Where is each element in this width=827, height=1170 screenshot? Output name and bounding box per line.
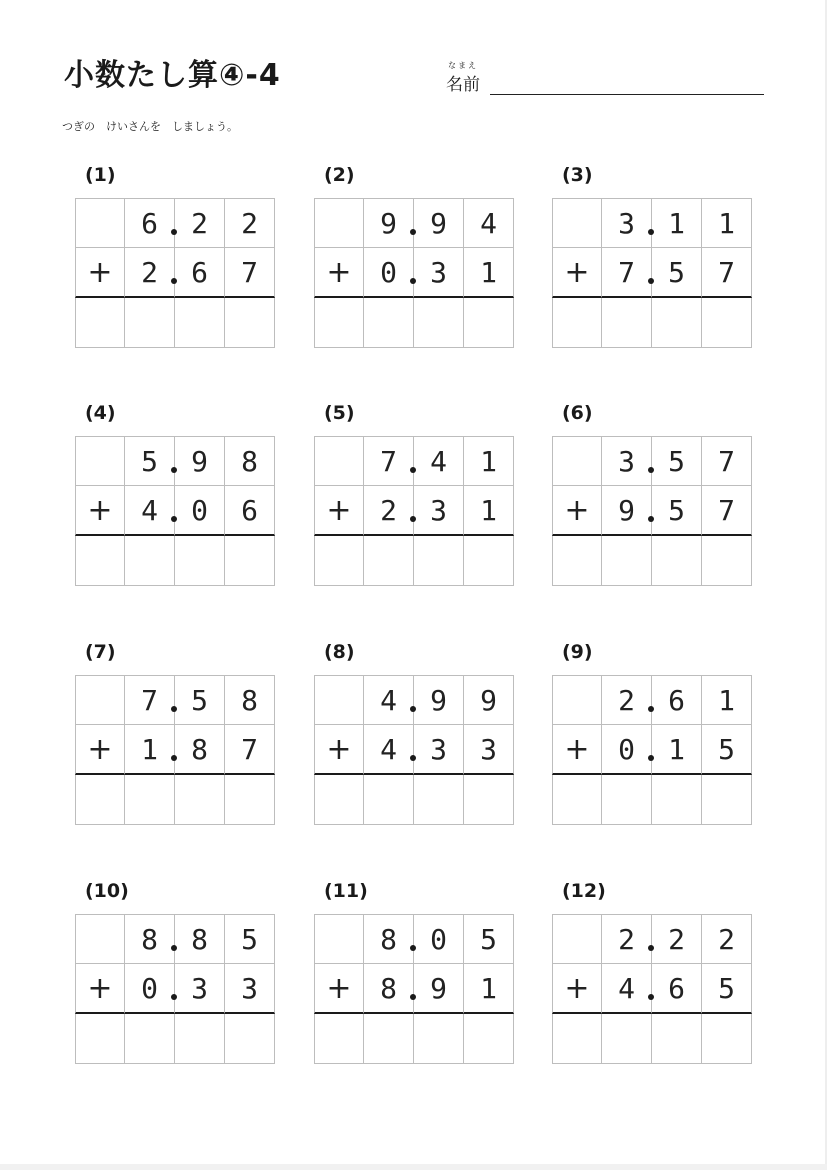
calculation-grid xyxy=(75,675,275,825)
calculation-grid xyxy=(314,436,514,586)
answer-cell[interactable] xyxy=(364,775,414,825)
answer-cell[interactable] xyxy=(652,1014,702,1064)
decimal-point xyxy=(171,706,177,712)
calculation-grid xyxy=(552,436,752,586)
instructions: つぎの けいさんを しましょう。 xyxy=(62,120,238,133)
answer-cell[interactable] xyxy=(464,1014,514,1064)
plus-operator: + xyxy=(326,970,352,1006)
bottom-digit: 2 xyxy=(125,248,175,298)
decimal-point xyxy=(410,516,416,522)
answer-cell[interactable] xyxy=(552,536,602,586)
top-digit: 8 xyxy=(225,675,275,725)
decimal-point xyxy=(410,706,416,712)
problem-number: (1) xyxy=(85,164,116,186)
calculation-grid xyxy=(75,436,275,586)
plus-operator: + xyxy=(326,731,352,767)
answer-cell[interactable] xyxy=(314,1014,364,1064)
top-digit: 8 xyxy=(225,436,275,486)
plus-operator: + xyxy=(326,492,352,528)
answer-cell[interactable] xyxy=(414,1014,464,1064)
answer-cell[interactable] xyxy=(702,536,752,586)
problem-number: (6) xyxy=(562,402,593,424)
answer-cell[interactable] xyxy=(652,298,702,348)
bottom-digit: 5 xyxy=(702,725,752,775)
calculation-grid xyxy=(314,675,514,825)
plus-operator: + xyxy=(87,731,113,767)
top-digit: 9 xyxy=(464,675,514,725)
name-label: 名前 xyxy=(446,75,480,95)
top-digit: 2 xyxy=(652,914,702,964)
problem-number: (5) xyxy=(324,402,355,424)
problem-number: (10) xyxy=(85,880,129,902)
bottom-digit: 5 xyxy=(652,248,702,298)
bottom-digit: 3 xyxy=(175,964,225,1014)
answer-cell[interactable] xyxy=(602,298,652,348)
empty-cell xyxy=(75,675,125,725)
bottom-digit: 4 xyxy=(125,486,175,536)
answer-cell[interactable] xyxy=(364,536,414,586)
empty-cell xyxy=(75,198,125,248)
bottom-digit: 1 xyxy=(464,964,514,1014)
top-digit: 4 xyxy=(464,198,514,248)
problem-number: (3) xyxy=(562,164,593,186)
top-digit: 8 xyxy=(175,914,225,964)
worksheet-title: 小数たし算④-4 xyxy=(64,58,281,93)
operator-cell xyxy=(552,725,602,775)
top-digit: 5 xyxy=(175,675,225,725)
decimal-point xyxy=(410,229,416,235)
bottom-digit: 5 xyxy=(652,486,702,536)
problem-number: (9) xyxy=(562,641,593,663)
top-digit: 5 xyxy=(464,914,514,964)
bottom-digit: 8 xyxy=(175,725,225,775)
decimal-point xyxy=(171,229,177,235)
answer-cell[interactable] xyxy=(314,536,364,586)
top-digit: 9 xyxy=(414,198,464,248)
top-digit: 4 xyxy=(414,436,464,486)
plus-operator: + xyxy=(564,731,590,767)
top-digit: 6 xyxy=(125,198,175,248)
top-digit: 7 xyxy=(125,675,175,725)
bottom-digit: 0 xyxy=(175,486,225,536)
operator-cell xyxy=(552,964,602,1014)
top-digit: 2 xyxy=(175,198,225,248)
answer-cell[interactable] xyxy=(314,775,364,825)
bottom-digit: 3 xyxy=(464,725,514,775)
operator-cell xyxy=(75,248,125,298)
bottom-digit: 7 xyxy=(602,248,652,298)
problem-card xyxy=(75,164,275,364)
top-digit: 9 xyxy=(414,675,464,725)
answer-cell[interactable] xyxy=(125,536,175,586)
calculation-grid xyxy=(552,914,752,1064)
plus-operator: + xyxy=(87,492,113,528)
bottom-digit: 1 xyxy=(464,486,514,536)
answer-cell[interactable] xyxy=(364,1014,414,1064)
top-digit: 5 xyxy=(125,436,175,486)
answer-cell[interactable] xyxy=(225,1014,275,1064)
decimal-point xyxy=(648,516,654,522)
problem-card xyxy=(314,164,514,364)
problem-number: (4) xyxy=(85,402,116,424)
bottom-digit: 8 xyxy=(364,964,414,1014)
bottom-digit: 3 xyxy=(414,725,464,775)
problem-number: (2) xyxy=(324,164,355,186)
top-digit: 1 xyxy=(652,198,702,248)
decimal-point xyxy=(171,755,177,761)
answer-cell[interactable] xyxy=(552,775,602,825)
decimal-point xyxy=(410,278,416,284)
decimal-point xyxy=(410,994,416,1000)
bottom-digit: 5 xyxy=(702,964,752,1014)
bottom-digit: 7 xyxy=(225,248,275,298)
operator-cell xyxy=(552,486,602,536)
answer-cell[interactable] xyxy=(552,298,602,348)
decimal-point xyxy=(648,229,654,235)
top-digit: 4 xyxy=(364,675,414,725)
calculation-grid xyxy=(314,198,514,348)
problem-card xyxy=(75,880,275,1080)
answer-cell[interactable] xyxy=(464,298,514,348)
plus-operator: + xyxy=(326,254,352,290)
calculation-grid xyxy=(75,198,275,348)
bottom-digit: 7 xyxy=(225,725,275,775)
empty-cell xyxy=(314,675,364,725)
operator-cell xyxy=(75,964,125,1014)
top-digit: 1 xyxy=(702,675,752,725)
plus-operator: + xyxy=(564,492,590,528)
decimal-point xyxy=(648,755,654,761)
top-digit: 2 xyxy=(225,198,275,248)
problem-card xyxy=(75,641,275,841)
empty-cell xyxy=(75,914,125,964)
bottom-digit: 9 xyxy=(602,486,652,536)
operator-cell xyxy=(552,248,602,298)
problem-card xyxy=(75,402,275,602)
top-digit: 5 xyxy=(225,914,275,964)
plus-operator: + xyxy=(564,970,590,1006)
answer-cell[interactable] xyxy=(602,775,652,825)
problem-card xyxy=(552,880,752,1080)
answer-cell[interactable] xyxy=(75,536,125,586)
empty-cell xyxy=(552,914,602,964)
decimal-point xyxy=(171,945,177,951)
top-digit: 9 xyxy=(175,436,225,486)
answer-cell[interactable] xyxy=(414,298,464,348)
bottom-digit: 0 xyxy=(602,725,652,775)
operator-cell xyxy=(314,964,364,1014)
top-digit: 0 xyxy=(414,914,464,964)
plus-operator: + xyxy=(87,254,113,290)
plus-operator: + xyxy=(564,254,590,290)
empty-cell xyxy=(314,914,364,964)
calculation-grid xyxy=(552,675,752,825)
answer-cell[interactable] xyxy=(225,536,275,586)
bottom-digit: 4 xyxy=(602,964,652,1014)
top-digit: 2 xyxy=(602,914,652,964)
bottom-digit: 2 xyxy=(364,486,414,536)
decimal-point xyxy=(171,994,177,1000)
operator-cell xyxy=(314,486,364,536)
empty-cell xyxy=(314,198,364,248)
problem-number: (11) xyxy=(324,880,368,902)
answer-cell[interactable] xyxy=(175,775,225,825)
bottom-digit: 6 xyxy=(225,486,275,536)
top-digit: 7 xyxy=(702,436,752,486)
answer-cell[interactable] xyxy=(175,536,225,586)
bottom-digit: 6 xyxy=(652,964,702,1014)
bottom-digit: 1 xyxy=(125,725,175,775)
bottom-digit: 3 xyxy=(225,964,275,1014)
decimal-point xyxy=(410,945,416,951)
answer-cell[interactable] xyxy=(364,298,414,348)
problem-card xyxy=(314,402,514,602)
top-digit: 9 xyxy=(364,198,414,248)
bottom-digit: 3 xyxy=(414,248,464,298)
top-digit: 7 xyxy=(364,436,414,486)
bottom-digit: 1 xyxy=(652,725,702,775)
decimal-point xyxy=(171,467,177,473)
top-digit: 3 xyxy=(602,198,652,248)
answer-cell[interactable] xyxy=(75,1014,125,1064)
decimal-point xyxy=(648,706,654,712)
empty-cell xyxy=(552,198,602,248)
answer-cell[interactable] xyxy=(464,775,514,825)
decimal-point xyxy=(171,516,177,522)
bottom-digit: 4 xyxy=(364,725,414,775)
answer-cell[interactable] xyxy=(552,1014,602,1064)
calculation-grid xyxy=(75,914,275,1064)
decimal-point xyxy=(648,467,654,473)
bottom-digit: 6 xyxy=(175,248,225,298)
answer-cell[interactable] xyxy=(225,298,275,348)
answer-cell[interactable] xyxy=(702,298,752,348)
decimal-point xyxy=(171,278,177,284)
decimal-point xyxy=(410,755,416,761)
bottom-digit: 1 xyxy=(464,248,514,298)
top-digit: 8 xyxy=(364,914,414,964)
problem-number: (7) xyxy=(85,641,116,663)
decimal-point xyxy=(648,994,654,1000)
plus-operator: + xyxy=(87,970,113,1006)
decimal-point xyxy=(410,467,416,473)
answer-cell[interactable] xyxy=(75,775,125,825)
problem-number: (8) xyxy=(324,641,355,663)
operator-cell xyxy=(75,725,125,775)
name-furigana: なまえ xyxy=(448,61,478,70)
answer-cell[interactable] xyxy=(125,1014,175,1064)
answer-cell[interactable] xyxy=(602,536,652,586)
problem-card xyxy=(314,641,514,841)
answer-cell[interactable] xyxy=(414,775,464,825)
answer-cell[interactable] xyxy=(175,1014,225,1064)
bottom-digit: 0 xyxy=(125,964,175,1014)
top-digit: 1 xyxy=(702,198,752,248)
operator-cell xyxy=(75,486,125,536)
calculation-grid xyxy=(552,198,752,348)
decimal-point xyxy=(648,945,654,951)
answer-cell[interactable] xyxy=(125,775,175,825)
problem-card xyxy=(314,880,514,1080)
top-digit: 8 xyxy=(125,914,175,964)
answer-cell[interactable] xyxy=(314,298,364,348)
bottom-digit: 9 xyxy=(414,964,464,1014)
operator-cell xyxy=(314,248,364,298)
empty-cell xyxy=(552,436,602,486)
bottom-digit: 7 xyxy=(702,248,752,298)
answer-cell[interactable] xyxy=(175,298,225,348)
top-digit: 6 xyxy=(652,675,702,725)
problem-card xyxy=(552,402,752,602)
calculation-grid xyxy=(314,914,514,1064)
top-digit: 2 xyxy=(602,675,652,725)
top-digit: 1 xyxy=(464,436,514,486)
empty-cell xyxy=(314,436,364,486)
bottom-digit: 0 xyxy=(364,248,414,298)
top-digit: 5 xyxy=(652,436,702,486)
answer-cell[interactable] xyxy=(652,536,702,586)
answer-cell[interactable] xyxy=(464,536,514,586)
empty-cell xyxy=(75,436,125,486)
problem-card xyxy=(552,641,752,841)
empty-cell xyxy=(552,675,602,725)
answer-cell[interactable] xyxy=(652,775,702,825)
answer-cell[interactable] xyxy=(75,298,125,348)
answer-cell[interactable] xyxy=(702,1014,752,1064)
answer-cell[interactable] xyxy=(702,775,752,825)
problem-number: (12) xyxy=(562,880,606,902)
answer-cell[interactable] xyxy=(414,536,464,586)
top-digit: 3 xyxy=(602,436,652,486)
problem-card xyxy=(552,164,752,364)
bottom-digit: 3 xyxy=(414,486,464,536)
answer-cell[interactable] xyxy=(225,775,275,825)
top-digit: 2 xyxy=(702,914,752,964)
answer-cell[interactable] xyxy=(602,1014,652,1064)
operator-cell xyxy=(314,725,364,775)
answer-cell[interactable] xyxy=(125,298,175,348)
decimal-point xyxy=(648,278,654,284)
bottom-digit: 7 xyxy=(702,486,752,536)
